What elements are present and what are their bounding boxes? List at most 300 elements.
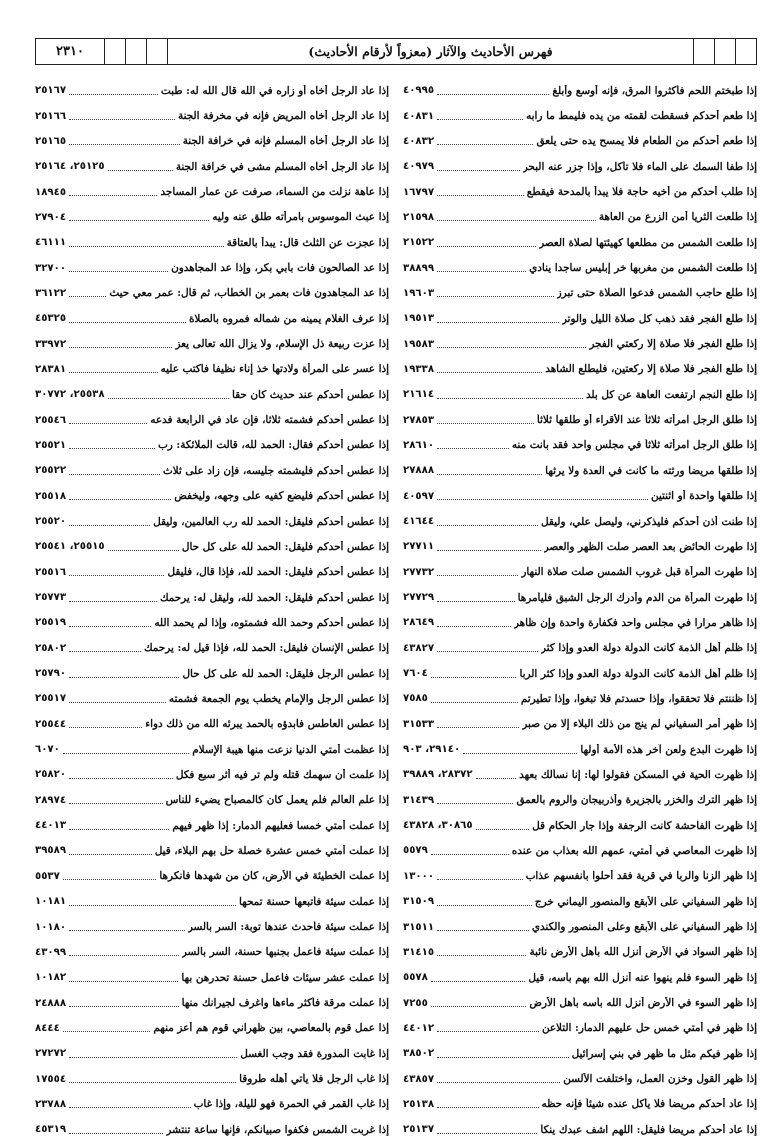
entry-number: ٢٥٨٢٠ bbox=[35, 769, 67, 781]
entry-number: ٣١٥٣٣ bbox=[403, 718, 435, 730]
leader-dots bbox=[437, 143, 533, 145]
entry-text: إذا عاد الرجل أخاه المريض فإنه في مخرفة الجنة bbox=[178, 110, 389, 123]
entry-text: إذا عملت الخطيئة في الأرض، كان من شهدها فأنكرها bbox=[159, 870, 389, 883]
header-cell bbox=[693, 39, 714, 64]
index-entry bbox=[403, 737, 757, 762]
entry-number: ٢٥٥١٧ bbox=[35, 693, 67, 705]
leader-dots bbox=[437, 397, 583, 399]
entry-number: ٤٦١١١ bbox=[35, 237, 67, 249]
index-entry bbox=[403, 585, 757, 610]
entry-number: ٤٤٠١٢ bbox=[403, 1022, 435, 1034]
entry-text: إذا ظهر السفياني على الأبقع وعلى المنصور والكندي bbox=[531, 921, 757, 934]
index-entry bbox=[35, 1092, 389, 1117]
entry-text: إذا عملت سيئة فاعمل بجنبها حسنة، السر بالسر bbox=[181, 946, 389, 959]
leader-dots bbox=[69, 447, 155, 449]
index-entry bbox=[35, 534, 389, 559]
entry-text: إذا عاد أحدكم مريضا فلا يأكل عنده شيئاً فإنه حظه bbox=[541, 1098, 757, 1111]
leader-dots bbox=[431, 980, 526, 982]
leader-dots bbox=[108, 169, 173, 171]
leader-dots bbox=[431, 853, 509, 855]
leader-dots bbox=[69, 346, 172, 348]
index-entry bbox=[35, 914, 389, 939]
entry-number: ٢٧٧١١ bbox=[403, 541, 435, 553]
left-column bbox=[35, 78, 389, 1142]
entry-text: إذا عرف الغلام يمينه من شماله فمروه بالصلاة bbox=[188, 312, 389, 325]
leader-dots bbox=[69, 777, 173, 779]
index-entry bbox=[403, 78, 757, 103]
leader-dots bbox=[69, 1132, 163, 1134]
leader-dots bbox=[69, 295, 106, 297]
entry-text: إذا علمت أن سهمك قتله ولم تر فيه أثر سبع فكل bbox=[175, 768, 389, 781]
leader-dots bbox=[437, 270, 526, 272]
leader-dots bbox=[69, 853, 152, 855]
index-entry bbox=[403, 788, 757, 813]
entry-text: إذا ظهر أمر السفياني لم ينج من ذلك البلاء إلا من صبر bbox=[522, 718, 757, 731]
entry-number: ١٣٠٠٠ bbox=[403, 870, 435, 882]
entry-text: إذا عطس الرجل والإمام يخطب يوم الجمعة فشمته bbox=[168, 692, 389, 705]
index-columns bbox=[35, 78, 757, 1142]
entry-text: إذا عطس أحدكم وحمد الله فشمتوه، وإذا لم يحمد الله bbox=[154, 616, 389, 629]
index-entry bbox=[403, 1066, 757, 1091]
index-entry bbox=[403, 1041, 757, 1066]
index-entry bbox=[403, 458, 757, 483]
leader-dots bbox=[437, 473, 542, 475]
leader-dots bbox=[69, 600, 157, 602]
entry-number: ٢٥١٦٦ bbox=[35, 110, 67, 122]
entry-text: إذا عاد أحدكم مريضا فليقل: اللهم اشف عبدك ينكأ bbox=[540, 1123, 757, 1136]
entry-text: إذا ظننتم فلا تحققوا، وإذا حسدتم فلا تبغوا، وإذا تطيرتم bbox=[520, 692, 757, 705]
header-cell bbox=[735, 39, 756, 64]
entry-number: ٤٠٩٧٩ bbox=[403, 161, 435, 173]
entry-number: ٢٥١٣٨ bbox=[403, 1098, 435, 1110]
entry-text: إذا عطس أحدكم فقال: الحمد لله، قالت الملائكة: رب bbox=[157, 439, 389, 452]
entry-text: إذا طلع الفجر فلا صلاة إلا ركعتي الفجر bbox=[589, 338, 757, 351]
entry-number: ٣٦١٢٢ bbox=[35, 287, 67, 299]
index-entry bbox=[35, 965, 389, 990]
entry-number: ٢٨٩٧٤ bbox=[35, 794, 67, 806]
entry-number: ٢١٥٢٢ bbox=[403, 237, 435, 249]
index-entry bbox=[403, 864, 757, 889]
leader-dots bbox=[437, 422, 534, 424]
entry-number: ١٩٦٠٣ bbox=[403, 287, 435, 299]
leader-dots bbox=[69, 422, 147, 424]
leader-dots bbox=[69, 1081, 236, 1083]
entry-text: إذا عطس الرجل فليقل: الحمد لله على كل حال bbox=[182, 667, 389, 680]
index-entry bbox=[35, 1016, 389, 1041]
leader-dots bbox=[437, 321, 559, 323]
index-entry bbox=[35, 255, 389, 280]
leader-dots bbox=[437, 295, 554, 297]
index-entry bbox=[35, 281, 389, 306]
leader-dots bbox=[431, 676, 517, 678]
entry-number: ١٠١٨١ bbox=[35, 896, 67, 908]
header-cell bbox=[104, 39, 125, 64]
leader-dots bbox=[437, 1030, 539, 1032]
entry-text: إذا عملت مرقة فأكثر ماءها واغرف لجيرانك منها bbox=[181, 997, 389, 1010]
entry-text: إذا عطس أحدكم فشمته ثلاثا، فإن عاد في الرابعة فدعه bbox=[150, 414, 389, 427]
leader-dots bbox=[69, 574, 164, 576]
entry-number: ٢٥٥٤٤ bbox=[35, 718, 67, 730]
leader-dots bbox=[69, 726, 142, 728]
entry-number: ٢٥٧٩٠ bbox=[35, 668, 67, 680]
entry-text: إذا عطس أحدكم فليقل: الحمد لله على كل حال bbox=[181, 540, 389, 553]
entry-text: إذا طلع حاجب الشمس فدعوا الصلاة حتى تبرز bbox=[556, 287, 757, 300]
leader-dots bbox=[437, 1132, 537, 1134]
entry-number: ٢٥٥٣٨، ٣٠٧٧٢ bbox=[35, 389, 105, 401]
entry-number: ٢٥٥١٦ bbox=[35, 566, 67, 578]
entry-text: إذا غاب الرجل فلا يأتي أهله طروقا bbox=[239, 1073, 389, 1086]
entry-text: إذا عطس أحدكم فليقل: الحمد لله، وليقل له: يرحمك bbox=[159, 591, 389, 604]
leader-dots bbox=[69, 802, 163, 804]
leader-dots bbox=[437, 549, 541, 551]
index-entry bbox=[403, 509, 757, 534]
index-entry bbox=[403, 1016, 757, 1041]
leader-dots bbox=[431, 1005, 527, 1007]
leader-dots bbox=[437, 954, 526, 956]
leader-dots bbox=[437, 447, 509, 449]
index-entry bbox=[35, 458, 389, 483]
index-entry bbox=[35, 990, 389, 1015]
entry-text: إذا طلع النجم ارتفعت العاهة عن كل بلد bbox=[585, 388, 757, 401]
entry-text: إذا عملت أمتي خمس عشرة خصلة حل بهم البلاء، قيل bbox=[154, 844, 389, 857]
index-entry bbox=[35, 838, 389, 863]
index-entry bbox=[403, 306, 757, 331]
index-entry bbox=[35, 129, 389, 154]
entry-number: ٧٥٨٥ bbox=[403, 693, 428, 705]
index-entry bbox=[35, 357, 389, 382]
index-entry bbox=[35, 78, 389, 103]
entry-text: إذا طلع الفجر فقد ذهب كل صلاة الليل والوتر bbox=[561, 312, 757, 325]
index-entry bbox=[35, 1117, 389, 1142]
entry-number: ٣٣٩٧٢ bbox=[35, 338, 67, 350]
leader-dots bbox=[69, 828, 169, 830]
entry-number: ٢٨٣٧٢، ٣٩٨٨٩ bbox=[403, 769, 473, 781]
entry-text: إذا عطس الإنسان فليقل: الحمد لله، فإذا قيل له: يرحمك bbox=[144, 642, 389, 655]
index-entry bbox=[403, 1092, 757, 1117]
running-title: فهرس الأحاديث والآثار (معزواً لأرقام الأحاديث) bbox=[167, 39, 693, 64]
leader-dots bbox=[69, 1106, 191, 1108]
header-cell bbox=[714, 39, 735, 64]
index-entry bbox=[35, 1066, 389, 1091]
entry-text: إذا طلعت الشمس من مغربها خر إبليس ساجدا ينادي bbox=[529, 262, 757, 275]
entry-text: إذا ظهر فيكم مثل ما ظهر في بني إسرائيل bbox=[571, 1047, 757, 1060]
index-entry bbox=[35, 788, 389, 813]
leader-dots bbox=[69, 701, 166, 703]
entry-text: إذا غربت الشمس فكفوا صبيانكم، فإنها ساعة تنتشر bbox=[166, 1123, 389, 1136]
index-entry bbox=[35, 762, 389, 787]
index-entry bbox=[35, 484, 389, 509]
entry-number: ٢٨٦١٠ bbox=[403, 439, 435, 451]
index-entry bbox=[403, 560, 757, 585]
entry-number: ٧٢٥٥ bbox=[403, 997, 428, 1009]
leader-dots bbox=[437, 1081, 560, 1083]
entry-text: إذا طبختم اللحم فأكثروا المرق، فإنه أوسع وأبلغ bbox=[552, 84, 757, 97]
entry-number: ٤١٦٤٤ bbox=[403, 516, 435, 528]
leader-dots bbox=[463, 752, 577, 754]
leader-dots bbox=[69, 321, 186, 323]
entry-number: ٥٥٧٩ bbox=[403, 845, 428, 857]
leader-dots bbox=[69, 1005, 179, 1007]
index-entry bbox=[403, 762, 757, 787]
page bbox=[35, 38, 757, 1142]
entry-text: إذا غاب القمر في الحمرة فهو لليلة، وإذا غاب bbox=[193, 1098, 389, 1111]
entry-text: إذا غابت المدورة فقد وجب الغسل bbox=[240, 1047, 389, 1060]
leader-dots bbox=[431, 701, 518, 703]
entry-text: إذا طلعت الثريا أمن الزرع من العاهة bbox=[598, 211, 757, 224]
entry-text: إذا طلقها واحدة أو اثنتين bbox=[650, 490, 757, 503]
leader-dots bbox=[437, 1106, 538, 1108]
index-entry bbox=[35, 585, 389, 610]
entry-number: ٤٣٨٥٧ bbox=[403, 1073, 435, 1085]
leader-dots bbox=[437, 904, 532, 906]
leader-dots bbox=[437, 219, 596, 221]
entry-number: ٣٠٨٦٥، ٤٣٨٢٨ bbox=[403, 820, 473, 832]
index-entry bbox=[403, 686, 757, 711]
header-cell bbox=[146, 39, 167, 64]
entry-text: إذا طعم أحدكم فسقطت لقمته من يده فليمط ما رابه bbox=[526, 110, 757, 123]
leader-dots bbox=[476, 828, 530, 830]
entry-number: ٢٥٨٠٢ bbox=[35, 642, 67, 654]
entry-text: إذا عزت ربيعة ذل الإسلام، ولا يزال الله تعالى يعز bbox=[175, 338, 389, 351]
entry-number: ٢٨٣٨١ bbox=[35, 363, 67, 375]
entry-number: ٢١٥٩٨ bbox=[403, 211, 435, 223]
entry-number: ٢٧٧٣٢ bbox=[403, 566, 435, 578]
index-entry bbox=[35, 889, 389, 914]
entry-text: إذا عاد الرجل أخاه المسلم مشى في خرافة الجنة bbox=[175, 160, 389, 173]
leader-dots bbox=[69, 194, 157, 196]
leader-dots bbox=[437, 93, 549, 95]
entry-number: ٥٥٧٨ bbox=[403, 972, 428, 984]
index-entry bbox=[35, 331, 389, 356]
entry-text: إذا عملت عشر سيئات فاعمل حسنة تحدرهن بها bbox=[181, 971, 389, 984]
index-entry bbox=[403, 281, 757, 306]
leader-dots bbox=[437, 574, 518, 576]
index-entry bbox=[403, 179, 757, 204]
leader-dots bbox=[69, 1056, 237, 1058]
entry-number: ١٩٥٨٣ bbox=[403, 338, 435, 350]
index-entry bbox=[35, 154, 389, 179]
entry-number: ٢٥١٦٧ bbox=[35, 85, 67, 97]
leader-dots bbox=[437, 245, 536, 247]
entry-number: ٢٥٧٧٣ bbox=[35, 592, 67, 604]
index-entry bbox=[35, 560, 389, 585]
entry-number: ٢٣٧٨٨ bbox=[35, 1098, 67, 1110]
index-entry bbox=[35, 433, 389, 458]
index-entry bbox=[35, 940, 389, 965]
entry-number: ٢٥٥٤٦ bbox=[35, 414, 67, 426]
entry-text: إذا عطس أحدكم فليضع كفيه على وجهه، وليخفض bbox=[174, 490, 389, 503]
index-entry bbox=[403, 382, 757, 407]
entry-number: ٣٨٨٩٩ bbox=[403, 262, 435, 274]
entry-text: إذا عد المجاهدون فات بعمر بن الخطاب، ثم قال: عمر معي حيث bbox=[109, 287, 389, 300]
entry-text: إذا ظهر في أمتي خمس حل عليهم الدمار: التلاعن bbox=[541, 1022, 757, 1035]
index-entry bbox=[403, 205, 757, 230]
entry-text: إذا عاد الرجل أخاه المسلم فإنه في خرافة الجنة bbox=[182, 135, 389, 148]
entry-text: إذا عسر على المرأة ولادتها خذ إناء نظيفا فاكتب عليه bbox=[160, 363, 389, 376]
index-entry bbox=[35, 712, 389, 737]
entry-text: إذا ظلم أهل الذمة كانت الدولة دولة العدو وإذا كثر الربا bbox=[519, 667, 757, 680]
index-entry bbox=[35, 686, 389, 711]
entry-number: ٣٩٥٨٩ bbox=[35, 845, 67, 857]
leader-dots bbox=[437, 169, 520, 171]
entry-text: إذا عبث الموسوس بامرأته طلق عنه وليه bbox=[212, 211, 389, 224]
entry-number: ٢٧٨٨٨ bbox=[403, 465, 435, 477]
index-entry bbox=[403, 357, 757, 382]
leader-dots bbox=[437, 802, 513, 804]
entry-text: إذا طلقها مريضا ورثته ما كانت في العدة ولا يرثها bbox=[545, 464, 757, 477]
entry-number: ٨٤٤٤ bbox=[35, 1022, 60, 1034]
index-entry bbox=[35, 636, 389, 661]
index-entry bbox=[403, 154, 757, 179]
leader-dots bbox=[69, 371, 157, 373]
leader-dots bbox=[437, 371, 542, 373]
index-entry bbox=[403, 103, 757, 128]
entry-text: إذا ظهر الزنا والربا في قرية فقد أحلوا بأنفسهم عذاب bbox=[525, 870, 757, 883]
index-entry bbox=[403, 230, 757, 255]
entry-number: ٢٥٥٢٠ bbox=[35, 516, 67, 528]
leader-dots bbox=[69, 219, 209, 221]
leader-dots bbox=[437, 524, 538, 526]
entry-number: ٢٧٢٧٢ bbox=[35, 1048, 67, 1060]
leader-dots bbox=[69, 524, 150, 526]
entry-text: إذا علم العالم فلم يعمل كان كالمصباح يضيء للناس bbox=[165, 794, 389, 807]
index-entry bbox=[35, 306, 389, 331]
index-entry bbox=[35, 205, 389, 230]
entry-number: ٢٥١٢٥، ٢٥١٦٤ bbox=[35, 161, 105, 173]
entry-number: ٢٨٦٤٩ bbox=[403, 617, 435, 629]
leader-dots bbox=[69, 270, 168, 272]
entry-text: إذا طلعت الشمس من مطلعها كهيئتها لصلاة العصر bbox=[539, 236, 757, 249]
entry-number: ٣١٥١١ bbox=[403, 921, 435, 933]
index-entry bbox=[403, 838, 757, 863]
leader-dots bbox=[437, 600, 514, 602]
entry-text: إذا عظمت أمتي الدنيا نزعت منها هيبة الإسلام bbox=[192, 743, 389, 756]
leader-dots bbox=[437, 194, 524, 196]
entry-text: إذا ظاهر مرارا في مجلس واحد فكفارة واحدة وإن ظاهر bbox=[513, 616, 757, 629]
leader-dots bbox=[69, 980, 178, 982]
entry-text: إذا ظهرت البدع ولعن آخر هذه الأمة أولها bbox=[580, 743, 757, 756]
index-entry bbox=[403, 1117, 757, 1142]
leader-dots bbox=[69, 245, 223, 247]
entry-text: إذا عاهة نزلت من السماء، صرفت عن عمار المساجد bbox=[160, 186, 389, 199]
page-number: ٢٣١٠ bbox=[56, 44, 84, 59]
entry-number: ٢٥٥١٩ bbox=[35, 617, 67, 629]
index-entry bbox=[403, 433, 757, 458]
entry-text: إذا ظهر السفياني على الأبقع والمنصور اليماني خرج bbox=[534, 895, 757, 908]
entry-number: ٢٥١٦٥ bbox=[35, 135, 67, 147]
entry-number: ٢٥٥١٨ bbox=[35, 490, 67, 502]
entry-text: إذا عمل قوم بالمعاصي، بين ظهراني قوم هم أعز منهم bbox=[153, 1022, 389, 1035]
index-entry bbox=[403, 255, 757, 280]
entry-text: إذا عطس أحدكم فليقل: الحمد لله، فإذا قال، فليقل bbox=[167, 566, 389, 579]
index-entry bbox=[403, 712, 757, 737]
leader-dots bbox=[476, 777, 516, 779]
entry-number: ٧٦٠٤ bbox=[403, 668, 428, 680]
index-entry bbox=[403, 889, 757, 914]
leader-dots bbox=[63, 752, 189, 754]
entry-number: ١٩٣٣٨ bbox=[403, 363, 435, 375]
entry-number: ٢٥٥٢١ bbox=[35, 439, 67, 451]
leader-dots bbox=[63, 1030, 151, 1032]
index-entry bbox=[35, 179, 389, 204]
entry-text: إذا ظهر الترك والخزر بالجزيرة وأذربيجان والروم بالعمق bbox=[516, 794, 757, 807]
entry-number: ٤٥٣١٩ bbox=[35, 1124, 67, 1136]
index-entry bbox=[35, 864, 389, 889]
entry-number: ٣١٤٣٩ bbox=[403, 794, 435, 806]
index-entry bbox=[35, 610, 389, 635]
entry-text: إذا عملت سيئة فأحدث عندها توبة: السر بالسر bbox=[187, 921, 389, 934]
entry-text: إذا ظلم أهل الذمة كانت الدولة دولة العدو وإذا كثر bbox=[540, 642, 757, 655]
entry-number: ٤٣٨٢٧ bbox=[403, 642, 435, 654]
leader-dots bbox=[69, 904, 236, 906]
entry-text: إذا طلب أحدكم من أخيه حاجة فلا يبدأ بالمدحة فيقطع bbox=[526, 186, 757, 199]
entry-text: إذا عطس العاطس فابدؤه بالحمد يبرئه الله من ذلك دواء bbox=[145, 718, 389, 731]
leader-dots bbox=[437, 498, 648, 500]
entry-number: ٣٨٥٠٢ bbox=[403, 1048, 435, 1060]
entry-number: ٣١٥٠٩ bbox=[403, 896, 435, 908]
leader-dots bbox=[63, 878, 156, 880]
entry-text: إذا طلق الرجل امرأته ثلاثاً في مجلس واحد فقد بانت منه bbox=[511, 439, 757, 452]
entry-text: إذا طفا السمك على الماء فلا تأكل، وإذا جزر عنه البحر bbox=[522, 160, 757, 173]
leader-dots bbox=[437, 118, 523, 120]
entry-text: إذا عملت سيئة فأتبعها حسنة تمحها bbox=[239, 895, 389, 908]
entry-text: إذا ظهر السواد في الأرض أنزل الله بأهل الأرض نائبة bbox=[529, 946, 757, 959]
index-entry bbox=[403, 965, 757, 990]
entry-number: ٢٧٨٥٣ bbox=[403, 414, 435, 426]
index-entry bbox=[35, 737, 389, 762]
leader-dots bbox=[69, 929, 185, 931]
entry-text: إذا ظهر السوء فلم ينهوا عنه أنزل الله بهم بأسه، قيل bbox=[528, 971, 757, 984]
entry-text: إذا عد الصالحون فات بأبي بكر، وإذا عد المجاهدون bbox=[171, 262, 389, 275]
header-cell bbox=[125, 39, 146, 64]
leader-dots bbox=[69, 143, 180, 145]
leader-dots bbox=[108, 397, 229, 399]
entry-text: إذا طهرت المرأة قبل غروب الشمس صلت صلاة النهار bbox=[521, 566, 757, 579]
index-entry bbox=[403, 661, 757, 686]
entry-number: ٢٥٥١٥، ٢٥٥٤١ bbox=[35, 541, 105, 553]
index-entry bbox=[403, 914, 757, 939]
page-header bbox=[35, 38, 757, 65]
entry-text: إذا ظهر السوء في الأرض أنزل الله بأسه بأهل الأرض bbox=[529, 997, 757, 1010]
entry-number: ٤٠٨٣٢ bbox=[403, 135, 435, 147]
entry-text: إذا طلق الرجل امرأته ثلاثاً عند الأقراء أو طلقها ثلاثاً bbox=[536, 414, 757, 427]
index-entry bbox=[35, 382, 389, 407]
entry-number: ٣٢٧٠٠ bbox=[35, 262, 67, 274]
leader-dots bbox=[437, 650, 538, 652]
index-entry bbox=[403, 940, 757, 965]
entry-number: ٢٩١٤٠، ٩٠٣ bbox=[403, 744, 461, 756]
entry-number: ٤٣٠٩٩ bbox=[35, 946, 67, 958]
entry-number: ٤٠٨٣١ bbox=[403, 110, 435, 122]
entry-number: ١٠١٨٠ bbox=[35, 921, 67, 933]
leader-dots bbox=[69, 118, 175, 120]
index-entry bbox=[35, 509, 389, 534]
entry-text: إذا طهرت المرأة من الدم وأدرك الرجل الشبق فليأمرها bbox=[517, 591, 757, 604]
index-entry bbox=[403, 484, 757, 509]
index-entry bbox=[403, 129, 757, 154]
index-entry bbox=[403, 813, 757, 838]
entry-number: ١٦٧٩٧ bbox=[403, 186, 435, 198]
index-entry bbox=[403, 610, 757, 635]
index-entry bbox=[403, 636, 757, 661]
entry-number: ١٩٥١٣ bbox=[403, 313, 435, 325]
entry-number: ٤٤٠١٣ bbox=[35, 820, 67, 832]
entry-text: إذا عاد الرجل أخاه أو زاره في الله قال الله له: طبت bbox=[160, 84, 389, 97]
entry-text: إذا ظهرت الحية في المسكن فقولوا لها: إنا نسألك بعهد bbox=[519, 768, 757, 781]
entry-number: ١٠١٨٢ bbox=[35, 972, 67, 984]
entry-text: إذا عطس أحدكم عند حديث كان حقا bbox=[231, 388, 389, 401]
leader-dots bbox=[69, 473, 160, 475]
